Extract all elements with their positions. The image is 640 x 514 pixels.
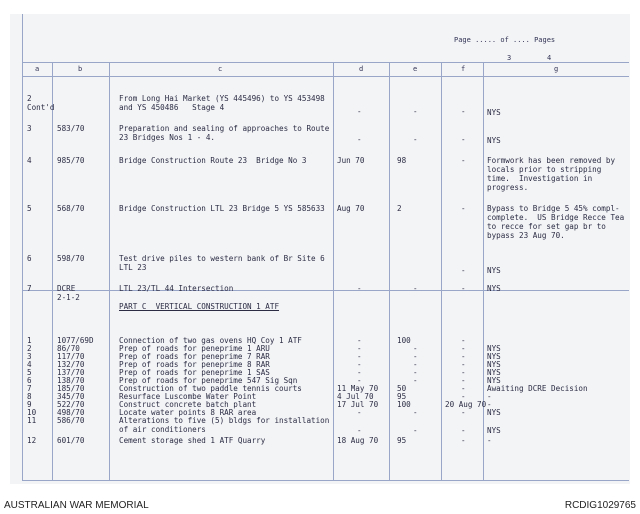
cell-b: 137/70 [57,368,85,377]
cell-c: Prep of roads for peneprime 8 RAR [119,360,270,369]
cell-e: - [413,352,418,361]
cell-b: 583/70 [57,124,85,133]
cell-b: 345/70 [57,392,85,401]
cell-g: NYS [487,368,501,377]
col-rule-e [389,62,390,480]
cell-c: Preparation and sealing of approaches to Route 23 Bridges Nos 1 - 4. [119,124,330,142]
cell-d: - [357,426,362,435]
cell-e: 100 [397,336,411,345]
cell-d: - [357,360,362,369]
cell-c: Construction of two paddle tennis courts [119,384,302,393]
cell-f: - [461,436,466,445]
cell-e: - [413,344,418,353]
cell-a: 6 [27,254,32,263]
footer-left: AUSTRALIAN WAR MEMORIAL [4,500,149,511]
cell-f: - [461,204,466,213]
cell-d: 18 Aug 70 [337,436,379,445]
col-rule-g [483,62,484,480]
cell-d: - [357,408,362,417]
cell-a: 8 [27,392,32,401]
header-bottom-rule [23,76,629,77]
cell-b: 86/70 [57,344,80,353]
cell-a: 7 [27,284,32,293]
cell-e: 95 [397,392,407,401]
document-sheet [10,14,630,484]
cell-b: 522/70 [57,400,85,409]
cell-f: - [461,266,466,275]
header-top-rule [23,62,629,63]
cell-b: 138/70 [57,376,85,385]
cell-c: Bridge Construction Route 23 Bridge No 3 [119,156,307,165]
cell-a: 5 [27,368,32,377]
cell-d: - [357,376,362,385]
cell-b: 985/70 [57,156,85,165]
col-header-c: c [218,65,223,73]
cell-c: LTL 23/TL 44 Intersection [119,284,234,293]
cell-d: 17 Jul 70 [337,400,379,409]
cell-a: 7 [27,384,32,393]
cell-f: - [461,284,466,293]
cell-a: 3 [27,352,32,361]
cell-c: Bridge Construction LTL 23 Bridge 5 YS 585633 [119,204,325,213]
cell-b: 586/70 [57,416,85,425]
col-rule-b [52,62,53,480]
cell-c: Prep of roads for peneprime 7 RAR [119,352,270,361]
cell-f: - [461,376,466,385]
cell-f: - [461,336,466,345]
cell-a: 9 [27,400,32,409]
cell-e: - [413,107,418,116]
cell-c: Resurface Luscombe Water Point [119,392,257,401]
cell-b: 568/70 [57,204,85,213]
cell-e: - [413,376,418,385]
cell-d: 11 May 70 [337,384,379,393]
cell-a: 4 [27,156,32,165]
cell-f: - [461,344,466,353]
col-header-f: f [461,65,466,73]
cell-g: Formwork has been removed by locals prior to stripping time. Investigation in progress. [487,156,616,192]
cell-b: DCRE 2-1-2 [57,284,80,302]
cell-g: - [487,392,492,401]
cell-g: NYS [487,284,501,293]
col-header-g-sub: 4 [547,54,552,62]
cell-a: 3 [27,124,32,133]
cell-d: - [357,135,362,144]
col-header-d: d [359,65,364,73]
table-frame [22,14,629,481]
cell-e: - [413,426,418,435]
cell-a: 2 [27,344,32,353]
cell-g: NYS [487,376,501,385]
cell-g: NYS [487,108,501,117]
col-header-g-number: 3 [507,54,512,62]
footer-right: RCDIG1029765 [564,500,636,511]
cell-c: Alterations to five (5) bldgs for installation of air conditioners [119,416,330,434]
cell-d: Jun 70 [337,156,365,165]
cell-f: - [461,368,466,377]
col-header-g: g [554,65,559,73]
cell-c: Cement storage shed 1 ATF Quarry [119,436,266,445]
cell-b: 1077/69D [57,336,94,345]
cell-f: 20 Aug 70 [445,400,487,409]
col-header-b: b [78,65,83,73]
cell-e: 50 [397,384,407,393]
cell-g: - [487,400,492,409]
page-header: Page ..... of .... Pages [454,36,556,44]
cell-g: NYS [487,344,501,353]
cell-c: Prep of roads for peneprime 547 Sig Sqn [119,376,298,385]
cell-a: 12 [27,436,37,445]
cell-b: 601/70 [57,436,85,445]
col-rule-f [441,62,442,480]
cell-f: - [461,107,466,116]
cell-f: - [461,135,466,144]
cell-b: 598/70 [57,254,85,263]
cell-g: NYS [487,426,501,435]
cell-f: - [461,392,466,401]
cell-d: 4 Jul 70 [337,392,374,401]
cell-b: 498/70 [57,408,85,417]
cell-c: Connection of two gas ovens HQ Coy 1 ATF [119,336,302,345]
cell-e: - [413,135,418,144]
cell-g: - [487,436,492,445]
cell-e: 95 [397,436,407,445]
cell-d: - [357,107,362,116]
cell-f: - [461,352,466,361]
cell-a: 11 [27,416,37,425]
cell-e: 98 [397,156,407,165]
col-header-a: a [35,65,40,73]
cell-f: - [461,360,466,369]
cell-e: - [413,284,418,293]
cell-b: 117/70 [57,352,85,361]
cell-g: NYS [487,136,501,145]
cell-g: NYS [487,408,501,417]
cell-d: Aug 70 [337,204,365,213]
cell-f: - [461,156,466,165]
cell-d: - [357,344,362,353]
cell-g: Bypass to Bridge 5 45% compl- complete. US Bridge Recce Tea to recce for set gap br to bypass 23 Aug 70. [487,204,625,240]
cell-f: - [461,384,466,393]
cell-c: From Long Hai Market (YS 445496) to YS 453498 and YS 450486 Stage 4 [119,94,325,112]
cell-a: 4 [27,360,32,369]
cell-c: Prep of roads for peneprime 1 SAS [119,368,270,377]
cell-a: 2 Cont'd [27,94,55,112]
cell-g: NYS [487,266,501,275]
cell-g: Awaiting DCRE Decision [487,384,588,393]
cell-d: - [357,352,362,361]
cell-b: 185/70 [57,384,85,393]
col-rule-c [109,62,110,480]
col-header-e: e [413,65,418,73]
col-rule-d [333,62,334,480]
cell-c: Test drive piles to western bank of Br Site 6 LTL 23 [119,254,325,272]
cell-g: NYS [487,352,501,361]
cell-g: NYS [487,360,501,369]
cell-d: - [357,284,362,293]
cell-e: - [413,408,418,417]
section-title: PART C VERTICAL CONSTRUCTION 1 ATF [119,302,280,311]
cell-c: Prep of roads for peneprime 1 ARU [119,344,270,353]
cell-a: 5 [27,204,32,213]
cell-c: Locate water points 8 RAR area [119,408,257,417]
cell-f: - [461,408,466,417]
cell-e: - [413,368,418,377]
cell-c: Construct concrete batch plant [119,400,257,409]
cell-d: - [357,336,362,345]
cell-e: - [413,360,418,369]
cell-b: 132/70 [57,360,85,369]
cell-d: - [357,368,362,377]
cell-a: 1 [27,336,32,345]
cell-e: 2 [397,204,402,213]
cell-f: - [461,426,466,435]
cell-e: 100 [397,400,411,409]
cell-a: 6 [27,376,32,385]
cell-a: 10 [27,408,37,417]
